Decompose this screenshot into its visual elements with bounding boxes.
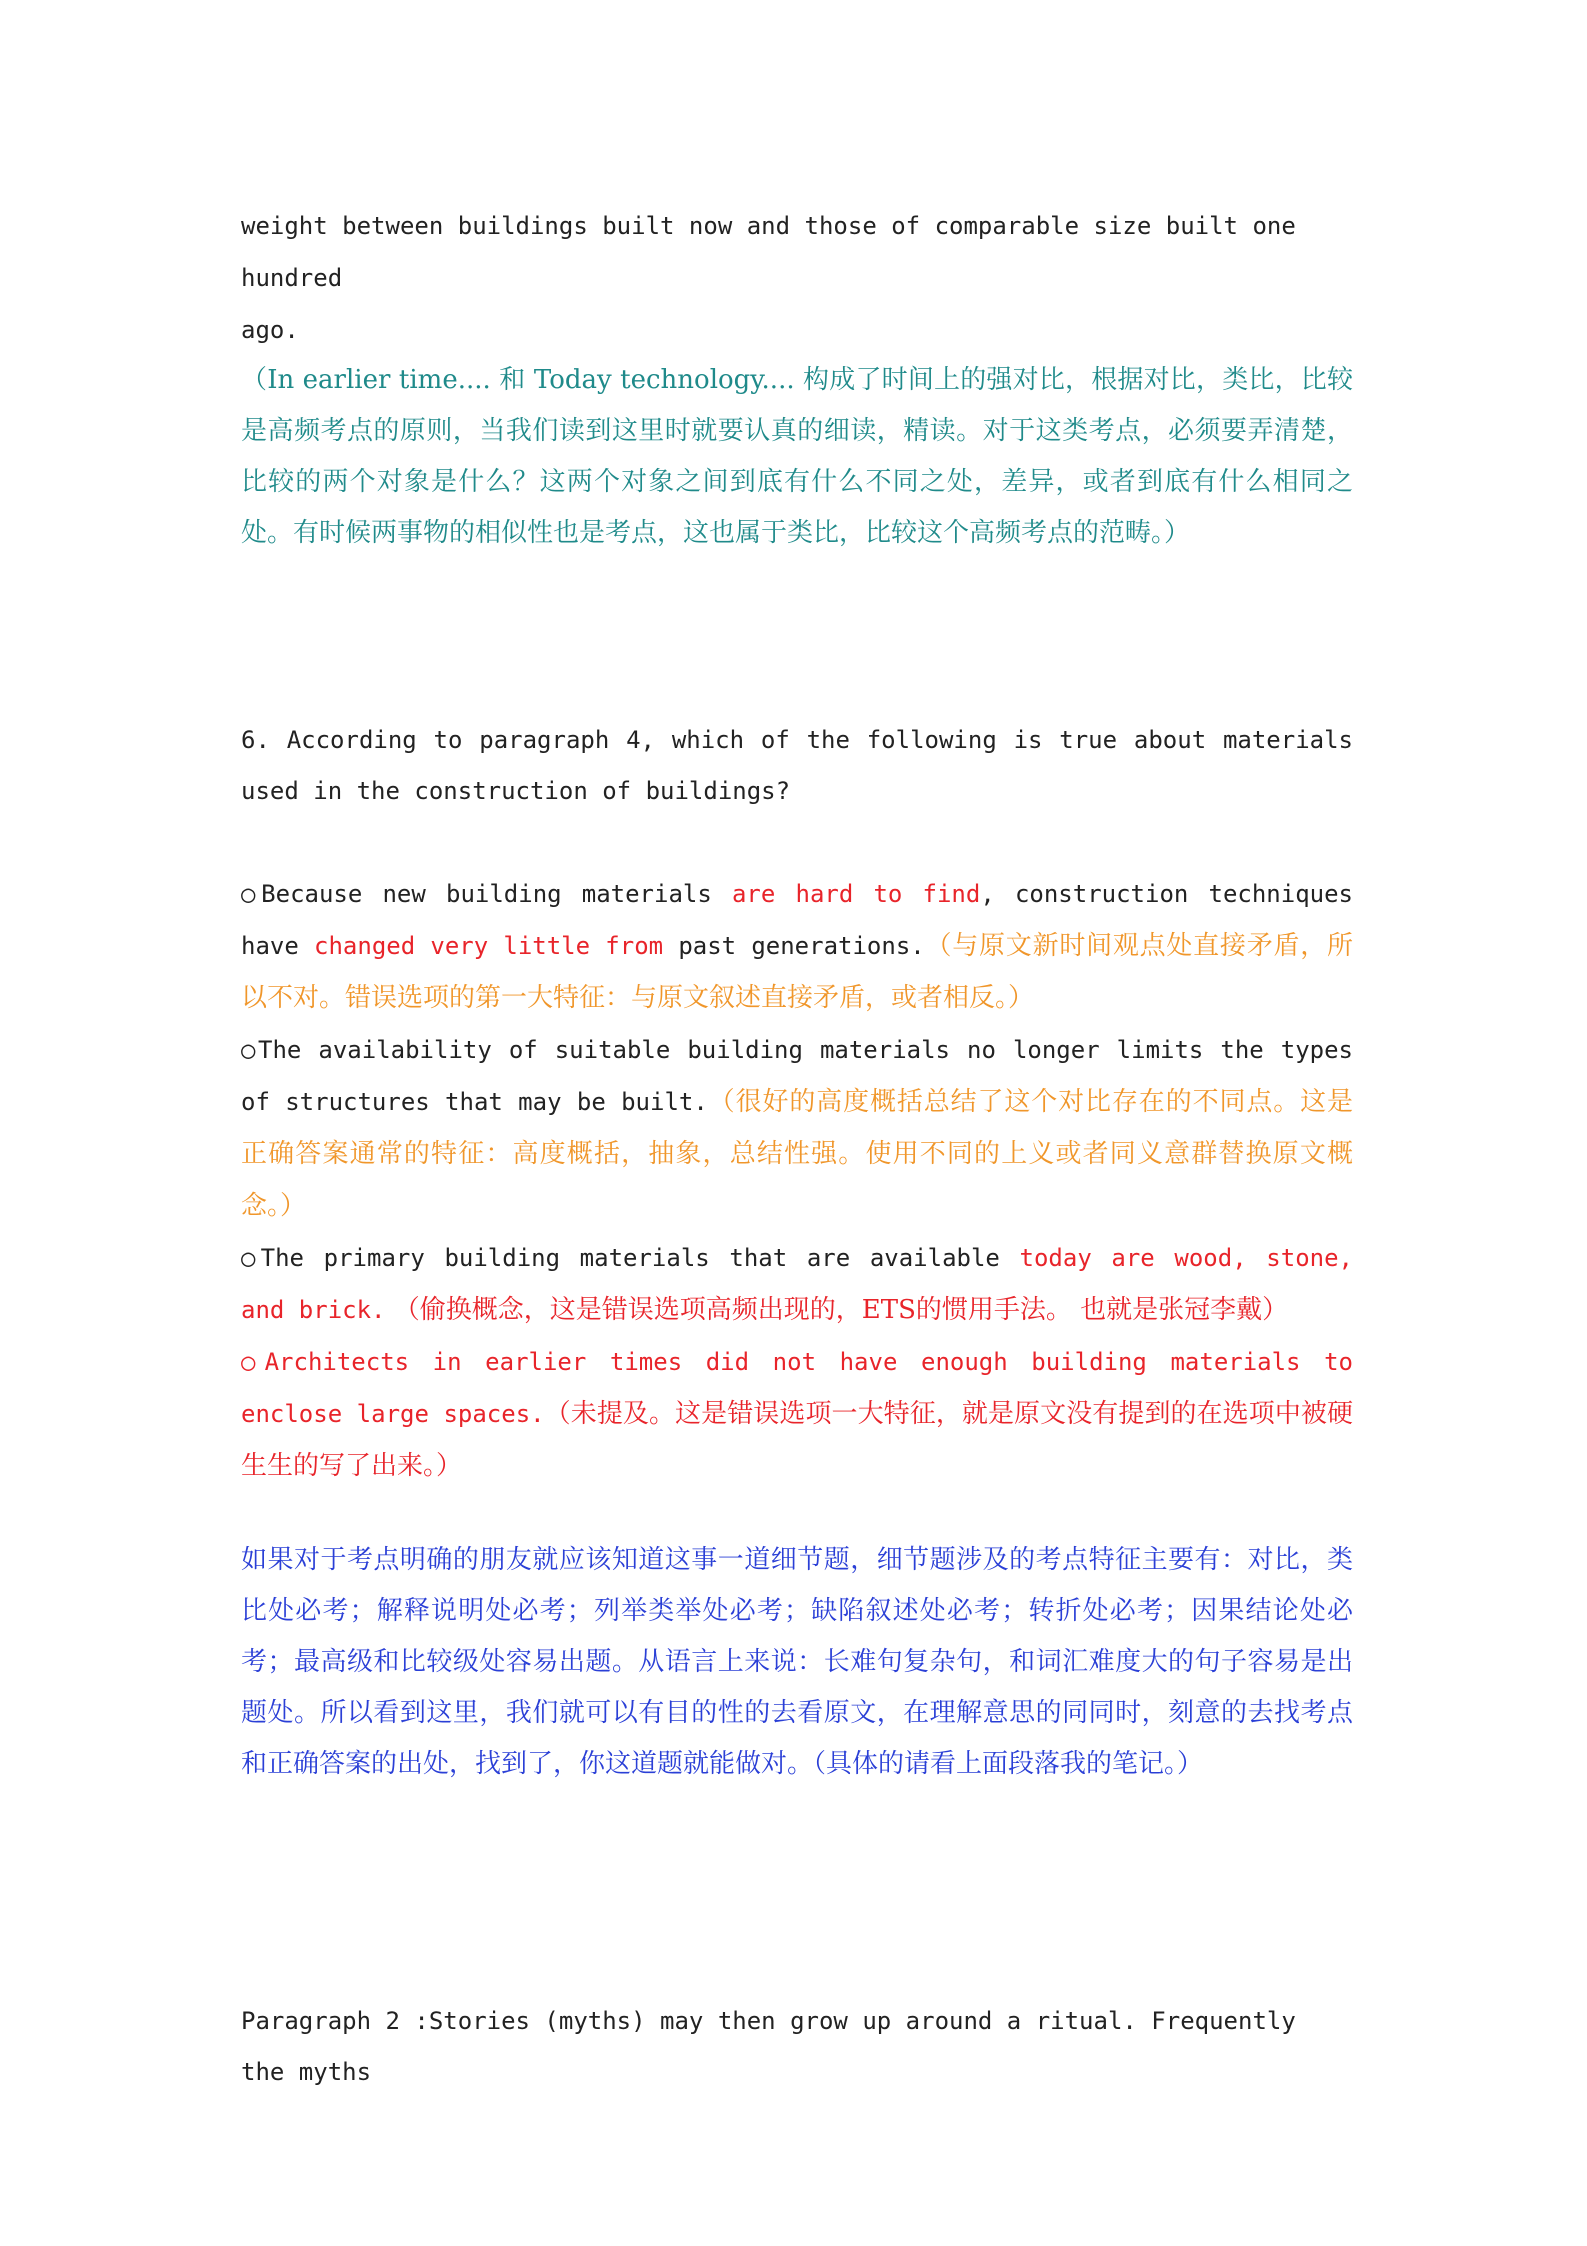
option-b-note: （很好的高度概括总结了这个对比存在的不同点。这是正确答案通常的特征：高度概括，抽象，总结性强。使用不同的上义或者同义意群替换原文概念。） [241,1087,1353,1221]
option-d-text: Architects in earlier times did not have enough building materials to enclose large spaces. [241,1348,1353,1428]
top-paragraph [241,200,1353,356]
answer-options [241,868,1353,1492]
option-a-note: （与原文新时间观点处直接矛盾，所以不对。错误选项的第一大特征：与原文叙述直接矛盾，或者相反。） [241,931,1353,1013]
top-paragraph-line-2: ago. [241,316,299,344]
bottom-paragraph: Paragraph 2 :Stories (myths) may then grow up around a ritual. Frequently the myths [241,2007,1296,2086]
blue-annotation: 如果对于考点明确的朋友就应该知道这事一道细节题，细节题涉及的考点特征主要有：对比，类比处必考；解释说明处必考；列举类举处必考；缺陷叙述处必考；转折处必考；因果结论处必考；最高级和比较级处容易出题。从语言上来说：长难句复杂句，和词汇难度大的句子容易是出题处。所以看到这里，我们就可以有目的性的去看原文，在理解意思的同同时，刻意的去找考点和正确答案的出处，找到了，你这道题就能做对。（具体的请看上面段落我的笔记。） [241,1545,1353,1779]
option-a-text-2: , construction techniques have [241,880,1353,960]
option-a-marker: ○ [241,880,262,908]
top-paragraph-line-1: weight between buildings built now and those of comparable size built one hundred [241,212,1296,292]
option-d-note: （未提及。这是错误选项一大特征，就是原文没有提到的在选项中被硬生生的写了出来。） [241,1399,1353,1481]
option-a-highlight-1: are hard to find [731,880,981,908]
teal-annotation: （In earlier time.... 和 Today technology.... 构成了时间上的强对比，根据对比，类比，比较是高频考点的原则，当我们读到这里时就要认真的细读，精读。对于这类考点，必须要弄清楚，比较的两个对象是什么？这两个对象之间到底有什么不同之处，差异，或者到底有什么相同之处。有时候两事物的相似性也是考点，这也属于类比，比较这个高频考点的范畴。） [241,365,1353,548]
option-c-marker: ○ [241,1244,261,1272]
option-d-marker: ○ [241,1348,265,1376]
option-c-highlight: today are wood, stone, and brick. [241,1244,1353,1324]
option-a-text-1: Because new building materials [261,880,732,908]
option-a[interactable] [241,868,1353,1024]
option-b[interactable] [241,1024,1353,1232]
option-c-note: （偷换概念，这是错误选项高频出现的，ETS的惯用手法。 也就是张冠李戴） [385,1295,1289,1325]
option-c[interactable] [241,1232,1353,1336]
option-a-text-3: past generations. [663,932,925,960]
option-d[interactable] [241,1336,1353,1492]
question-6: 6. According to paragraph 4, which of the following is true about materials used in the construction of buildings? [241,726,1353,805]
option-b-text: The availability of suitable building materials no longer limits the types of structures that may be built. [241,1036,1353,1116]
option-c-text: The primary building materials that are available [260,1244,1020,1272]
option-b-marker: ○ [241,1036,259,1064]
option-a-highlight-2: changed very little from [314,932,664,960]
